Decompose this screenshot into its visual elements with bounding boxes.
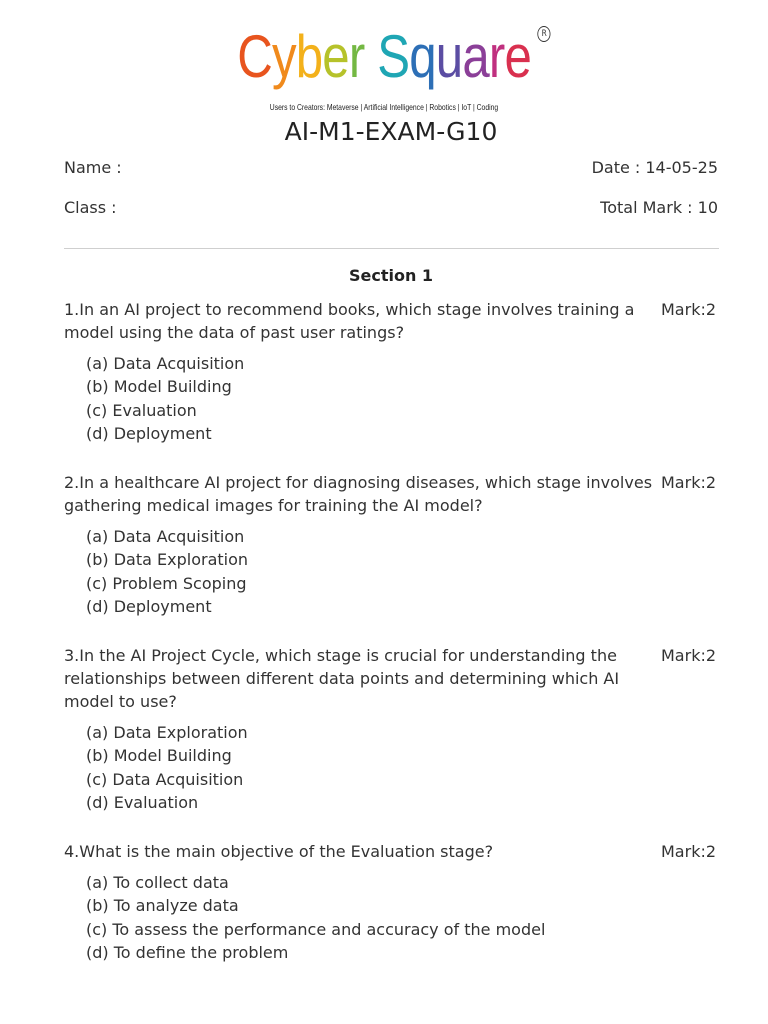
- option-list: [86, 721, 724, 814]
- option-c: (c) Evaluation: [86, 400, 197, 420]
- logo-letter: e: [504, 23, 531, 90]
- option-c: (c) Problem Scoping: [86, 573, 247, 593]
- question-text: 2.In a healthcare AI project for diagnosing diseases, which stage involves gathering medical images for training the AI model?: [64, 473, 653, 515]
- registered-mark-icon: R: [537, 26, 550, 42]
- option-d: (d) Evaluation: [86, 792, 199, 812]
- option-b: (b) To analyze data: [86, 896, 239, 916]
- logo-tagline: Users to Creators: Metaverse | Artificial Intelligence | Robotics | IoT | Coding: [269, 102, 499, 112]
- question-mark: Mark:2: [661, 646, 717, 665]
- logo-letter: [364, 23, 377, 90]
- cyber-square-logo: [0, 24, 768, 90]
- question-mark: Mark:2: [661, 473, 717, 492]
- logo-letter: r: [348, 23, 365, 90]
- header-divider: [64, 248, 719, 249]
- option-a: (a) Data Acquisition: [86, 354, 245, 373]
- option-list: [86, 525, 724, 618]
- exam-title: AI-M1-EXAM-G10: [284, 117, 498, 146]
- logo-letter: r: [488, 23, 505, 90]
- logo-letter: a: [462, 23, 489, 90]
- option-c: (c) To assess the performance and accuracy of the model: [86, 919, 546, 939]
- option-a: (a) To collect data: [86, 873, 229, 892]
- logo-letter: q: [409, 23, 436, 90]
- option-list: [86, 871, 724, 964]
- name-field-label: Name :: [64, 158, 122, 177]
- question-mark: Mark:2: [661, 300, 717, 319]
- question-4: [64, 840, 724, 964]
- option-d: (d) Deployment: [86, 423, 212, 443]
- question-text: 4.What is the main objective of the Evaluation stage?: [64, 842, 494, 861]
- total-mark-label: Total Mark : 10: [600, 198, 718, 217]
- option-list: [86, 352, 724, 445]
- logo-letter: y: [271, 23, 296, 90]
- option-b: (b) Model Building: [86, 746, 232, 766]
- question-3: [64, 644, 724, 814]
- question-mark: Mark:2: [661, 842, 717, 861]
- option-a: (a) Data Exploration: [86, 723, 248, 742]
- option-d: (d) To define the problem: [86, 942, 289, 962]
- logo-wordmark: [237, 23, 547, 90]
- section-title: Section 1: [348, 266, 434, 285]
- question-2: [64, 471, 724, 618]
- date-label: Date : 14-05-25: [591, 158, 718, 177]
- option-c: (c) Data Acquisition: [86, 769, 244, 789]
- question-text: 3.In the AI Project Cycle, which stage is crucial for understanding the relationships between different data points and determining which AI model to use?: [64, 646, 620, 711]
- class-field-label: Class :: [64, 198, 117, 217]
- question-1: [64, 298, 724, 445]
- option-d: (d) Deployment: [86, 596, 212, 616]
- option-b: (b) Data Exploration: [86, 550, 249, 570]
- question-text: 1.In an AI project to recommend books, which stage involves training a model using the data of past user ratings?: [64, 300, 635, 342]
- logo-letter: b: [295, 23, 323, 90]
- logo-letter: S: [377, 23, 410, 90]
- logo-letter: u: [435, 23, 463, 90]
- logo-letter: C: [237, 23, 272, 90]
- option-b: (b) Model Building: [86, 377, 232, 397]
- logo-letter: e: [322, 23, 349, 90]
- option-a: (a) Data Acquisition: [86, 527, 245, 546]
